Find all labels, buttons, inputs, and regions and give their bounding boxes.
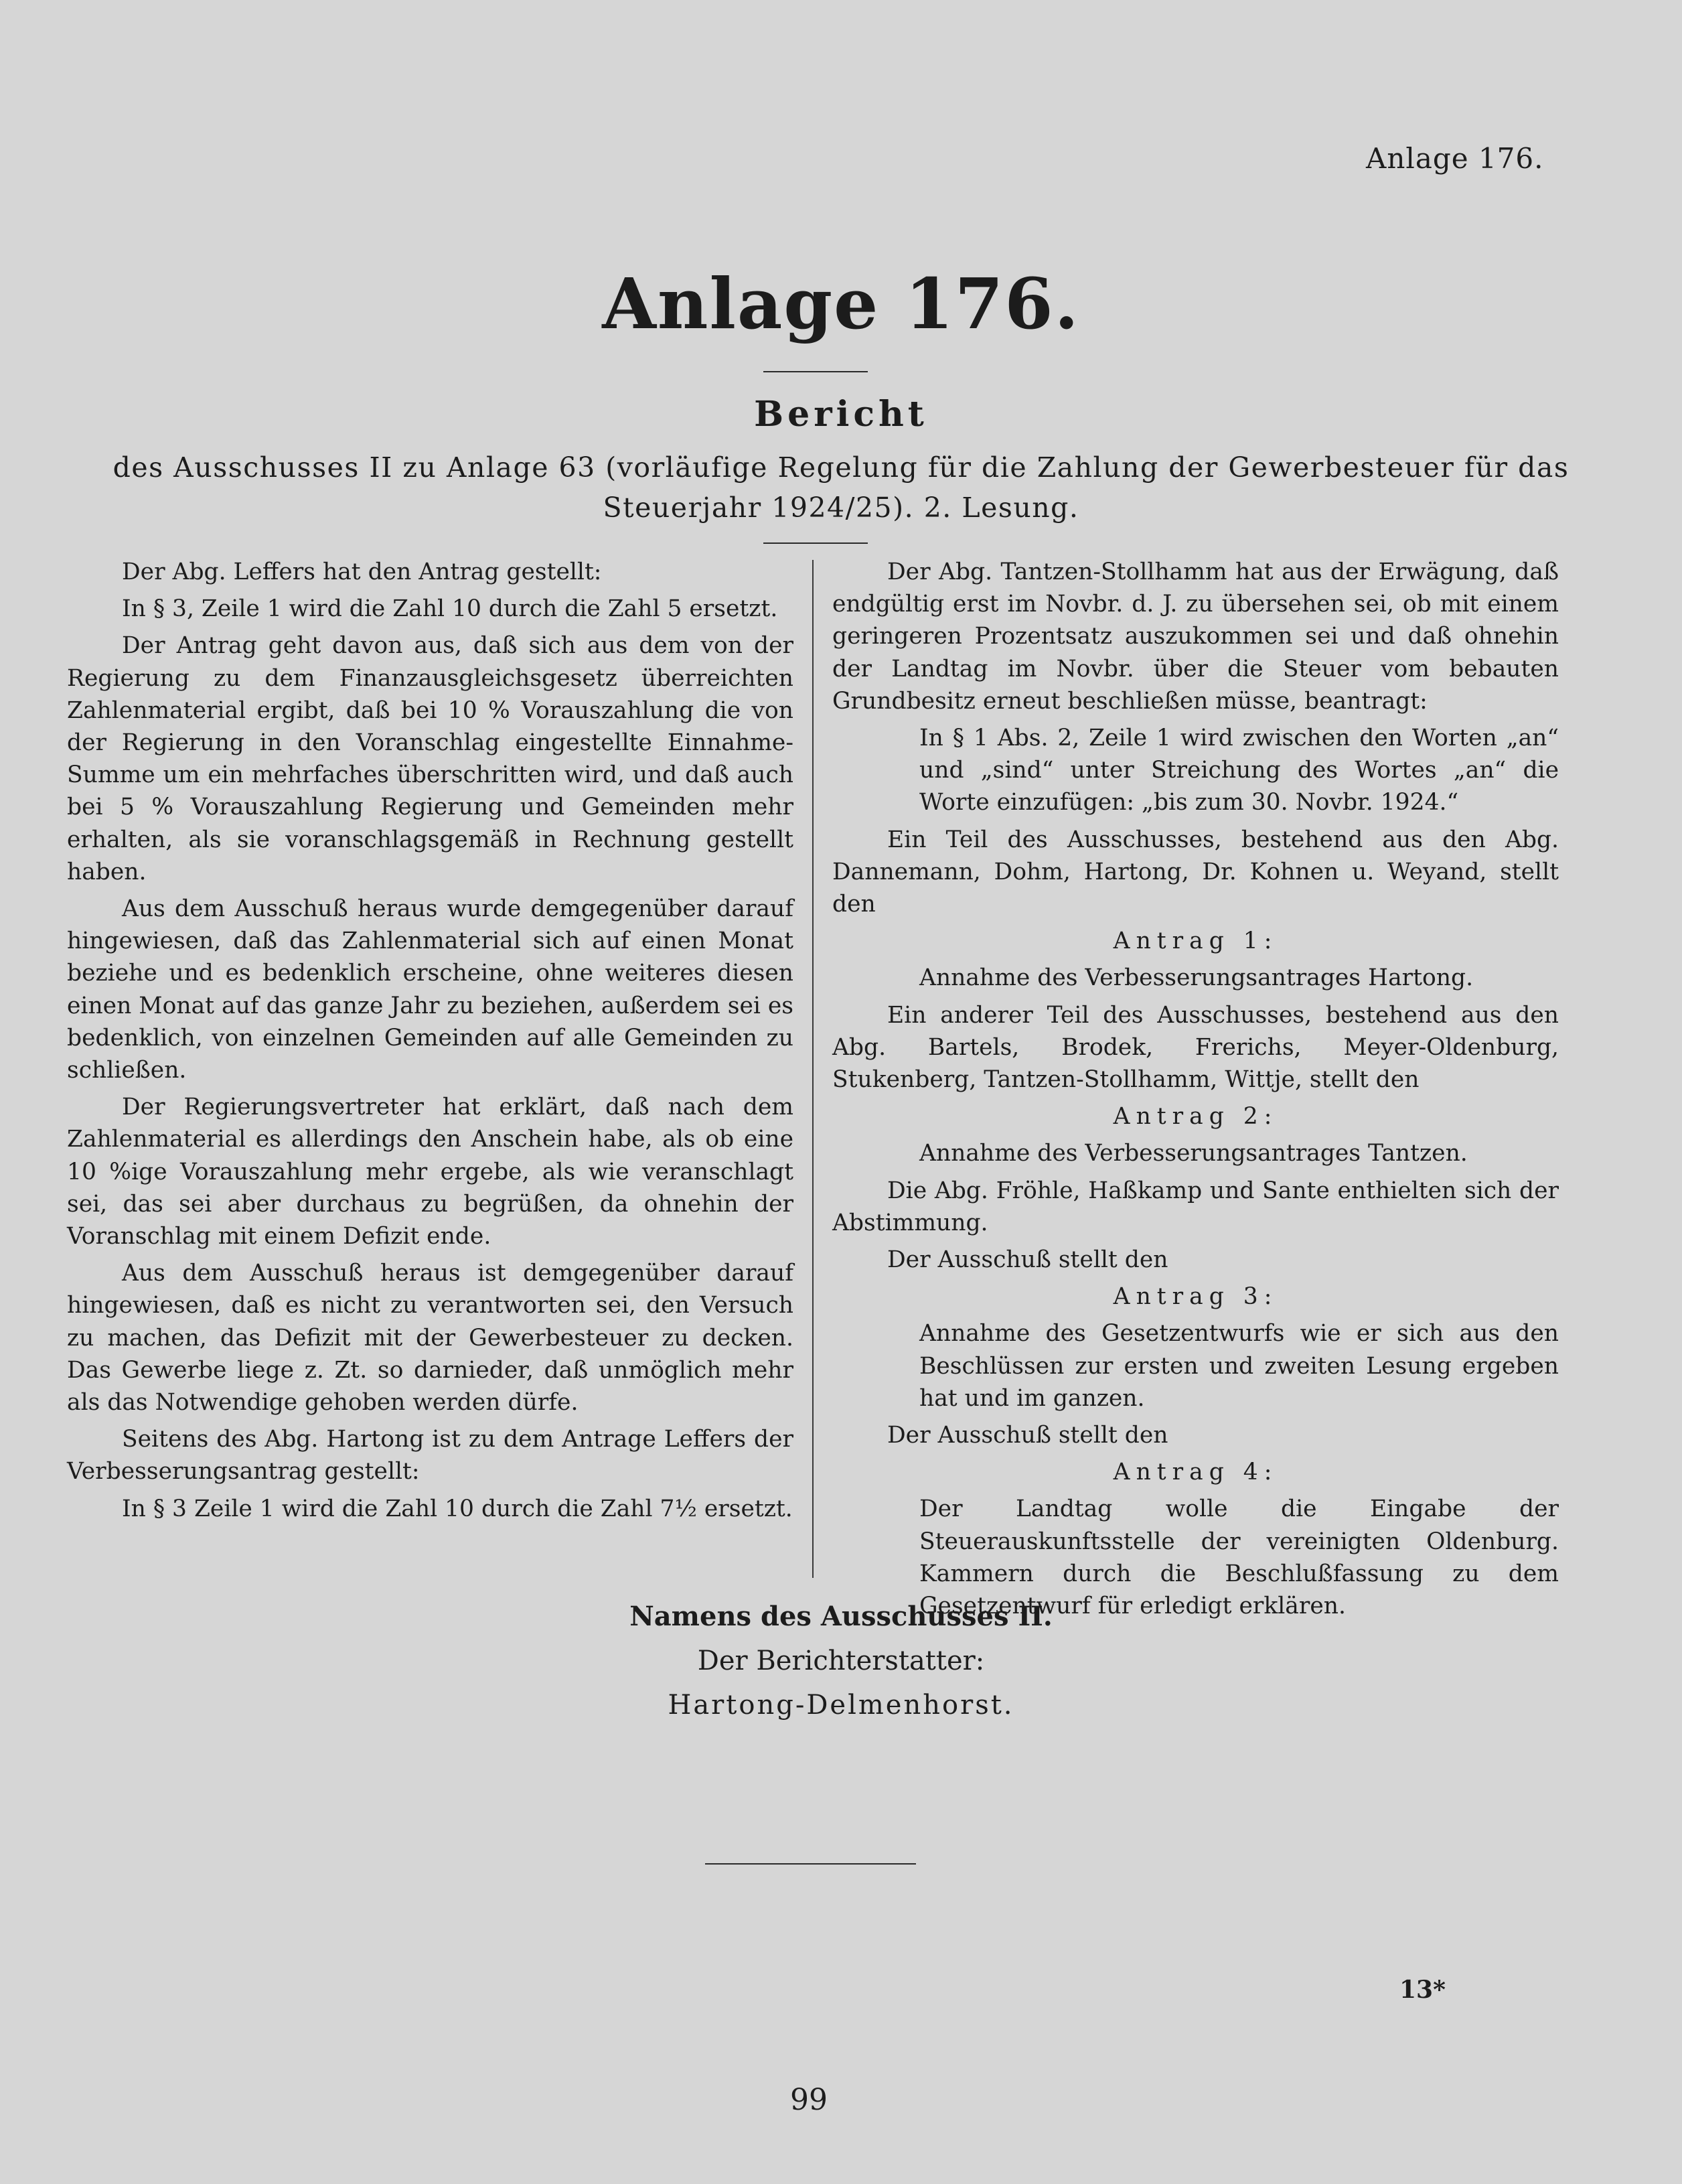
column-divider xyxy=(812,560,814,1578)
paragraph: Ein anderer Teil des Ausschusses, bestehend aus den Abg. Bartels, Brodek, Frerichs, Meyer-Oldenburg, Stukenberg, Tantzen-Stollhamm, Wittje, stellt den xyxy=(832,1001,1559,1094)
page-title: Anlage 176. xyxy=(602,263,1080,345)
paragraph: Der Antrag geht davon aus, daß sich aus dem von der Regierung zu dem Finanzausgleichsgesetz überreichten Zahlenmaterial ergibt, daß bei 10 % Vorauszahlung die von der Regierung in den Voranschlag eingestellte Einnahme-Summe um ein mehrfaches überschritten wird, und daß auch bei 5 % Vorauszahlung Regierung und Gemeinden mehr erhalten, als sie voranschlagsgemäß in Rechnung gestellt haben. xyxy=(67,632,793,885)
quoted-amendment: In § 3, Zeile 1 wird die Zahl 10 durch die Zahl 5 ersetzt. xyxy=(122,595,778,623)
report-subject-line-2: Steuerjahr 1924/25). 2. Lesung. xyxy=(603,492,1079,524)
paragraph: Aus dem Ausschuß heraus wurde demgegenüber darauf hingewiesen, daß das Zahlenmaterial sich auf einen Monat beziehe und es bedenklich erscheine, ohne weiteres diesen einen Monat auf das ganze Jahr zu beziehen, außerdem sei es bedenklich, von einzelnen Gemeinden auf alle Gemeinden zu schließen. xyxy=(67,895,793,1084)
paragraph: Aus dem Ausschuß heraus ist demgegenüber darauf hingewiesen, daß es nicht zu verantworten sei, den Versuch zu machen, das Defizit mit der Gewerbesteuer zu decken. Das Gewerbe liege z. Zt. so darnieder, daß unmöglich mehr als das Notwendige gehoben werden dürfe. xyxy=(67,1260,793,1416)
motion-text: Annahme des Gesetzentwurfs wie er sich aus den Beschlüssen zur ersten und zweiten Lesung ergeben hat und im ganzen. xyxy=(919,1320,1559,1412)
report-heading: Bericht xyxy=(754,394,928,435)
motion-label: Antrag 2: xyxy=(1113,1103,1278,1131)
motion-label: Antrag 3: xyxy=(1113,1283,1278,1311)
paragraph: Der Abg. Tantzen-Stollhamm hat aus der Erwägung, daß endgültig erst im Novbr. d. J. zu übersehen sei, ob mit einem geringeren Prozentsatz auszukommen sei und daß ohnehin der Landtag im Novbr. über die Steuer vom bebauten Grundbesitz erneut beschließen müsse, beantragt: xyxy=(832,559,1559,715)
paragraph: Der Abg. Leffers hat den Antrag gestellt: xyxy=(122,559,602,585)
signature-name: Hartong-Delmenhorst. xyxy=(668,1690,1014,1721)
motion-text: Annahme des Verbesserungsantrages Hartong. xyxy=(919,964,1474,992)
paragraph: Der Ausschuß stellt den xyxy=(887,1246,1168,1274)
report-subject-line-1: des Ausschusses II zu Anlage 63 (vorläufige Regelung für die Zahlung der Gewerbesteuer für das xyxy=(112,451,1570,484)
motion-label: Antrag 1: xyxy=(1113,928,1278,955)
paragraph: Der Regierungsvertreter hat erklärt, daß nach dem Zahlenmaterial es allerdings den Anschein habe, als ob eine 10 %ige Vorauszahlung mehr ergebe, als wie veranschlagt sei, das sei aber durchaus zu begrüßen, da ohnehin der Voranschlag mit einem Defizit ende. xyxy=(67,1094,793,1250)
paragraph: Ein Teil des Ausschusses, bestehend aus den Abg. Dannemann, Dohm, Hartong, Dr. Kohnen u. Weyand, stellt den xyxy=(832,826,1559,918)
quoted-amendment: In § 3 Zeile 1 wird die Zahl 10 durch die Zahl 7½ ersetzt. xyxy=(122,1495,793,1522)
motion-text: Der Landtag wolle die Eingabe der Steuerauskunftsstelle der vereinigten Oldenburg. Kammern durch die Beschlußfassung zu dem Gesetzentwurf für erledigt erklären. xyxy=(919,1496,1559,1620)
motion-label: Antrag 4: xyxy=(1113,1459,1278,1486)
paragraph: Der Ausschuß stellt den xyxy=(887,1422,1168,1449)
right-column xyxy=(832,556,1559,1627)
signature-committee: Namens des Ausschusses II. xyxy=(629,1601,1053,1632)
sheet-signature-mark: 13* xyxy=(1399,1976,1446,2004)
closing-rule xyxy=(705,1863,916,1865)
quoted-amendment: In § 1 Abs. 2, Zeile 1 wird zwischen den Worten „an“ und „sind“ unter Streichung des Wortes „an“ die Worte einzufügen: „bis zum 30. Novbr. 1924.“ xyxy=(919,725,1559,816)
page-number: 99 xyxy=(790,2083,828,2117)
report-subject xyxy=(67,447,1615,528)
paragraph: Die Abg. Fröhle, Haßkamp und Sante enthielten sich der Abstimmung. xyxy=(832,1177,1559,1236)
heading-rule xyxy=(763,542,868,544)
paragraph: Seitens des Abg. Hartong ist zu dem Antrage Leffers der Verbesserungsantrag gestellt: xyxy=(67,1426,793,1485)
left-column xyxy=(67,556,793,1530)
motion-text: Annahme des Verbesserungsantrages Tantzen. xyxy=(919,1140,1468,1167)
title-rule xyxy=(763,371,868,372)
running-head: Anlage 176. xyxy=(1366,142,1544,175)
signature-role: Der Berichterstatter: xyxy=(697,1646,985,1676)
